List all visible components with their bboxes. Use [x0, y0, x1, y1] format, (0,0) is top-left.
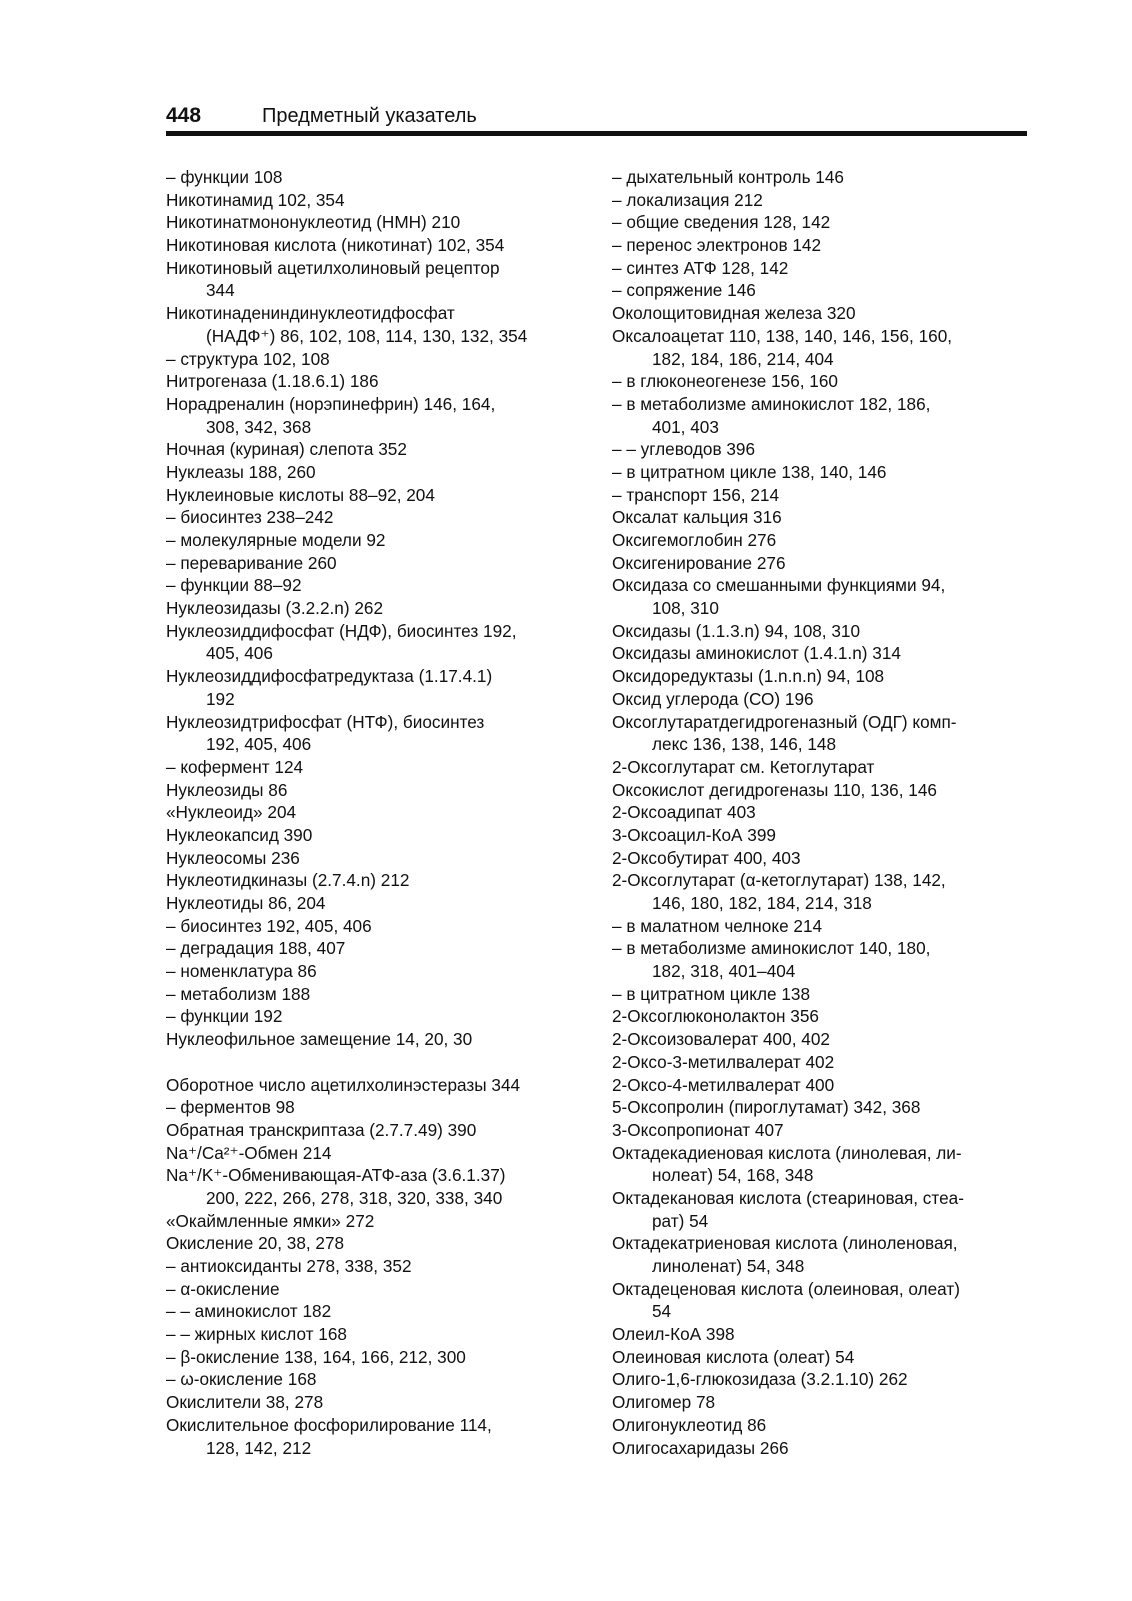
index-entry: Олеиновая кислота (олеат) 54 — [612, 1346, 855, 1367]
index-entry: – метаболизм 188 — [166, 983, 311, 1004]
index-entry: Нуклеозиды 86 — [166, 779, 288, 800]
index-entry-continuation: 344 — [206, 280, 235, 301]
index-entry: Оксидоредуктазы (1.n.n.n) 94, 108 — [612, 666, 885, 687]
index-entry: Оксидазы (1.1.3.n) 94, 108, 310 — [612, 620, 861, 641]
index-entry: Никотинатмононуклеотид (НМН) 210 — [166, 212, 461, 233]
index-entry: – локализация 212 — [612, 189, 763, 210]
index-entry: 2-Оксоглутарат см. Кетоглутарат — [612, 756, 875, 777]
index-entry: 5-Оксопролин (пироглутамат) 342, 368 — [612, 1097, 921, 1118]
index-entry: – в цитратном цикле 138 — [612, 983, 811, 1004]
index-entry: Оксокислот дегидрогеназы 110, 136, 146 — [612, 779, 937, 800]
index-entry: Нуклеазы 188, 260 — [166, 461, 316, 482]
index-entry-continuation: 192, 405, 406 — [206, 734, 312, 755]
index-entry: – транспорт 156, 214 — [612, 484, 780, 505]
index-entry: – в метаболизме аминокислот 182, 186, — [612, 393, 931, 414]
index-entry-continuation: линоленат) 54, 348 — [652, 1256, 805, 1276]
index-entry: «Нуклеоид» 204 — [166, 802, 297, 823]
index-entry-continuation: 200, 222, 266, 278, 318, 320, 338, 340 — [206, 1187, 503, 1208]
index-entry: Октадекатриеновая кислота (линоленовая, — [612, 1233, 958, 1254]
index-entry: Нуклеиновые кислоты 88–92, 204 — [166, 484, 435, 505]
index-entry: – деградация 188, 407 — [166, 938, 346, 959]
index-entry: Нуклеозиддифосфат (НДФ), биосинтез 192, — [166, 620, 517, 641]
index-entry: Оксигенирование 276 — [612, 552, 786, 573]
index-entry: Нуклеокапсид 390 — [166, 824, 313, 845]
index-entry: Олигомер 78 — [612, 1392, 716, 1413]
page-number: 448 — [166, 104, 202, 127]
index-entry: Оксидазы аминокислот (1.4.1.n) 314 — [612, 643, 901, 664]
index-entry: Оксоглутаратдегидрогеназный (ОДГ) комп- — [612, 711, 957, 732]
index-entry: «Окаймленные ямки» 272 — [166, 1210, 375, 1231]
index-entry-continuation: 182, 184, 186, 214, 404 — [652, 348, 834, 369]
index-entry: Октадеценовая кислота (олеиновая, олеат) — [612, 1278, 960, 1299]
index-entry-continuation: нолеат) 54, 168, 348 — [652, 1165, 814, 1186]
index-entry: – переваривание 260 — [166, 552, 337, 573]
index-entry: Na⁺/K⁺-Обменивающая-АТФ-аза (3.6.1.37) — [166, 1165, 506, 1186]
index-entry: 2-Оксобутират 400, 403 — [612, 847, 801, 868]
index-entry: Олигосахаридазы 266 — [612, 1437, 789, 1458]
index-entry: 2-Оксо-3-метилвалерат 402 — [612, 1051, 835, 1072]
index-entry: Норадреналин (норэпинефрин) 146, 164, — [166, 393, 496, 414]
index-entry: Нуклеозидтрифосфат (НТФ), биосинтез — [166, 711, 485, 732]
index-entry: – биосинтез 238–242 — [166, 507, 334, 528]
index-entry: Нуклеофильное замещение 14, 20, 30 — [166, 1029, 473, 1050]
index-entry: Никотиновая кислота (никотинат) 102, 354 — [166, 235, 505, 256]
index-entry: – в цитратном цикле 138, 140, 146 — [612, 461, 887, 482]
index-entry: Никотинадениндинуклеотидфосфат — [166, 303, 455, 324]
index-entry: – номенклатура 86 — [166, 961, 317, 982]
index-column-right — [612, 166, 1032, 1459]
index-entry: Октадекадиеновая кислота (линолевая, ли- — [612, 1142, 962, 1163]
index-entry: Нуклеотиды 86, 204 — [166, 893, 326, 913]
index-entry: Нуклеосомы 236 — [166, 847, 300, 868]
index-entry: – функции 108 — [166, 167, 283, 187]
index-entry: Оксигемоглобин 276 — [612, 530, 777, 550]
index-entry: – ферментов 98 — [166, 1097, 295, 1118]
index-entry: Оксалат кальция 316 — [612, 507, 782, 528]
index-entry: 2-Оксоглутарат (α-кетоглутарат) 138, 142, — [612, 870, 946, 891]
index-entry: 2-Оксоизовалерат 400, 402 — [612, 1029, 830, 1050]
index-entry: – общие сведения 128, 142 — [612, 212, 831, 233]
index-entry-continuation: 405, 406 — [206, 643, 273, 664]
index-entry-continuation: 308, 342, 368 — [206, 416, 312, 437]
index-entry: – – аминокислот 182 — [166, 1301, 332, 1322]
index-entry: – β-окисление 138, 164, 166, 212, 300 — [166, 1346, 466, 1367]
index-column-left — [166, 166, 581, 1459]
index-entry: – биосинтез 192, 405, 406 — [166, 915, 372, 936]
index-entry: Октадекановая кислота (стеариновая, стеа- — [612, 1187, 964, 1208]
index-entry: Нуклеозидазы (3.2.2.n) 262 — [166, 598, 384, 619]
index-entry: Оборотное число ацетилхолинэстеразы 344 — [166, 1074, 521, 1095]
index-entry: – в метаболизме аминокислот 140, 180, — [612, 938, 931, 959]
index-entry: – α-окисление — [166, 1278, 280, 1299]
index-entry: Обратная транскриптаза (2.7.7.49) 390 — [166, 1119, 477, 1140]
index-entry: – функции 192 — [166, 1006, 283, 1027]
index-entry: Оксид углерода (СО) 196 — [612, 688, 814, 709]
index-entry: 2-Оксоадипат 403 — [612, 802, 756, 823]
index-entry-continuation: 108, 310 — [652, 598, 719, 619]
index-entry: – в малатном челноке 214 — [612, 915, 823, 936]
index-entry: Олиго-1,6-глюкозидаза (3.2.1.10) 262 — [612, 1369, 908, 1390]
index-entry: – – жирных кислот 168 — [166, 1324, 347, 1345]
index-entry: – – углеводов 396 — [612, 439, 756, 460]
index-entry-continuation: (НАДФ⁺) 86, 102, 108, 114, 130, 132, 354 — [206, 325, 528, 346]
index-entry: – перенос электронов 142 — [612, 235, 822, 256]
index-entry: – ω-окисление 168 — [166, 1369, 317, 1390]
index-entry: Ночная (куриная) слепота 352 — [166, 439, 407, 460]
index-entry: Олигонуклеотид 86 — [612, 1414, 767, 1435]
index-entry: Оксидаза со смешанными функциями 94, — [612, 575, 946, 596]
index-entry: Нуклеотидкиназы (2.7.4.n) 212 — [166, 870, 410, 891]
index-entry: Олеил-КоА 398 — [612, 1324, 735, 1345]
index-entry: – молекулярные модели 92 — [166, 530, 386, 550]
index-entry: Окислители 38, 278 — [166, 1392, 324, 1413]
index-entry: – антиоксиданты 278, 338, 352 — [166, 1256, 412, 1276]
header-rule — [166, 131, 1027, 136]
index-entry: Околощитовидная железа 320 — [612, 303, 856, 324]
index-entry: – дыхательный контроль 146 — [612, 167, 844, 187]
index-entry: – структура 102, 108 — [166, 348, 330, 369]
index-entry-continuation: 54 — [652, 1301, 672, 1322]
index-entry: Нитрогеназа (1.18.6.1) 186 — [166, 371, 379, 392]
index-entry-continuation: 128, 142, 212 — [206, 1437, 312, 1458]
running-title: Предметный указатель — [262, 105, 477, 127]
spacer-line — [166, 1051, 581, 1074]
index-entry-continuation: 146, 180, 182, 184, 214, 318 — [652, 893, 872, 913]
index-entry: – в глюконеогенезе 156, 160 — [612, 371, 838, 392]
index-entry: Никотинамид 102, 354 — [166, 189, 345, 210]
index-entry: Никотиновый ацетилхолиновый рецептор — [166, 257, 500, 278]
index-entry-continuation: 182, 318, 401–404 — [652, 961, 796, 982]
index-entry: – кофермент 124 — [166, 756, 304, 777]
index-entry-continuation: 401, 403 — [652, 416, 719, 437]
index-entry: Na⁺/Ca²⁺-Обмен 214 — [166, 1142, 332, 1163]
index-entry: – функции 88–92 — [166, 575, 302, 596]
index-entry: Окисление 20, 38, 278 — [166, 1233, 345, 1254]
index-entry: – синтез АТФ 128, 142 — [612, 257, 789, 278]
index-entry: Окислительное фосфорилирование 114, — [166, 1414, 492, 1435]
index-entry: Нуклеозиддифосфатредуктаза (1.17.4.1) — [166, 666, 493, 687]
index-entry-continuation: 192 — [206, 688, 235, 709]
index-entry: 2-Оксоглюконолактон 356 — [612, 1006, 819, 1027]
index-entry-continuation: лекс 136, 138, 146, 148 — [652, 734, 837, 755]
index-entry: Оксалоацетат 110, 138, 140, 146, 156, 160, — [612, 325, 953, 346]
index-entry: 2-Оксо-4-метилвалерат 400 — [612, 1074, 835, 1095]
index-entry: 3-Оксопропионат 407 — [612, 1119, 784, 1140]
index-entry: 3-Оксоацил-КоА 399 — [612, 824, 776, 845]
index-entry-continuation: рат) 54 — [652, 1210, 709, 1231]
index-entry: – сопряжение 146 — [612, 280, 756, 301]
